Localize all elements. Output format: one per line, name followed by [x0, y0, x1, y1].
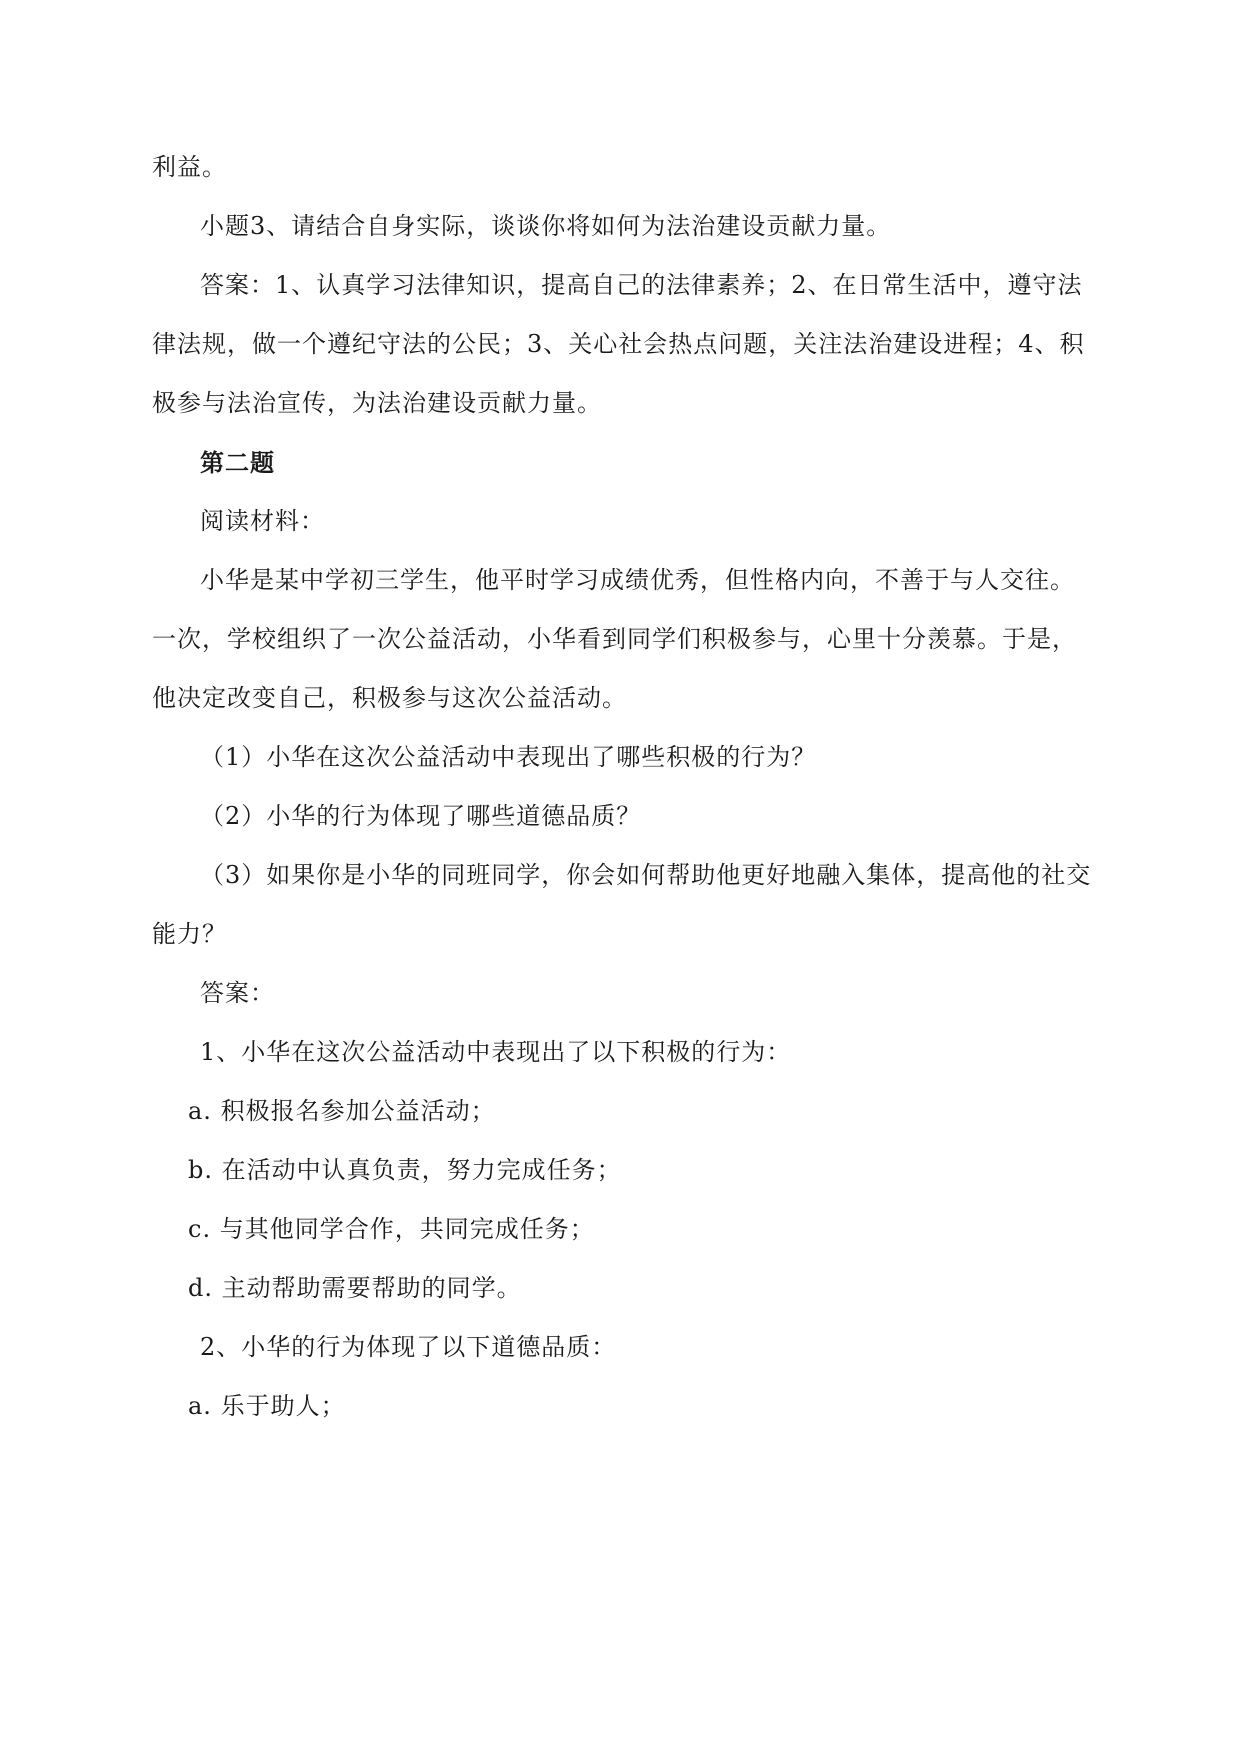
answer-label: 答案：	[200, 979, 275, 1007]
list-item: d. 主动帮助需要帮助的同学。	[188, 1274, 522, 1302]
reading-material-label: 阅读材料：	[200, 507, 325, 535]
reading-material-text: 小华是某中学初三学生，他平时学习成绩优秀，但性格内向，不善于与人交往。一次，学校组织了一次公益活动，小华看到同学们积极参与，心里十分羡慕。于是，他决定改变自己，积极参与这次公益活动。	[152, 566, 1077, 712]
document-body	[152, 138, 1092, 1436]
question-3: 小题3、请结合自身实际，谈谈你将如何为法治建设贡献力量。	[200, 212, 892, 240]
answer-part-1: 1、小华在这次公益活动中表现出了以下积极的行为：	[200, 1038, 792, 1066]
list-item: c. 与其他同学合作，共同完成任务；	[188, 1215, 595, 1243]
sub-question-3: （3）如果你是小华的同班同学，你会如何帮助他更好地融入集体，提高他的社交能力？	[152, 861, 1092, 948]
section-heading: 第二题	[200, 448, 275, 477]
answer-part-2: 2、小华的行为体现了以下道德品质：	[200, 1333, 617, 1361]
list-item: b. 在活动中认真负责，努力完成任务；	[188, 1156, 622, 1184]
answer-question-3: 答案：1、认真学习法律知识，提高自己的法律素养；2、在日常生活中，遵守法律法规，做一个遵纪守法的公民；3、关心社会热点问题，关注法治建设进程；4、积极参与法治宣传，为法治建设贡献力量。	[152, 271, 1085, 417]
paragraph-continuation: 利益。	[152, 153, 227, 181]
list-item: a. 乐于助人；	[188, 1392, 346, 1420]
sub-question-2: （2）小华的行为体现了哪些道德品质？	[200, 802, 642, 830]
sub-question-1: （1）小华在这次公益活动中表现出了哪些积极的行为？	[200, 743, 817, 771]
list-item: a. 积极报名参加公益活动；	[188, 1097, 496, 1125]
